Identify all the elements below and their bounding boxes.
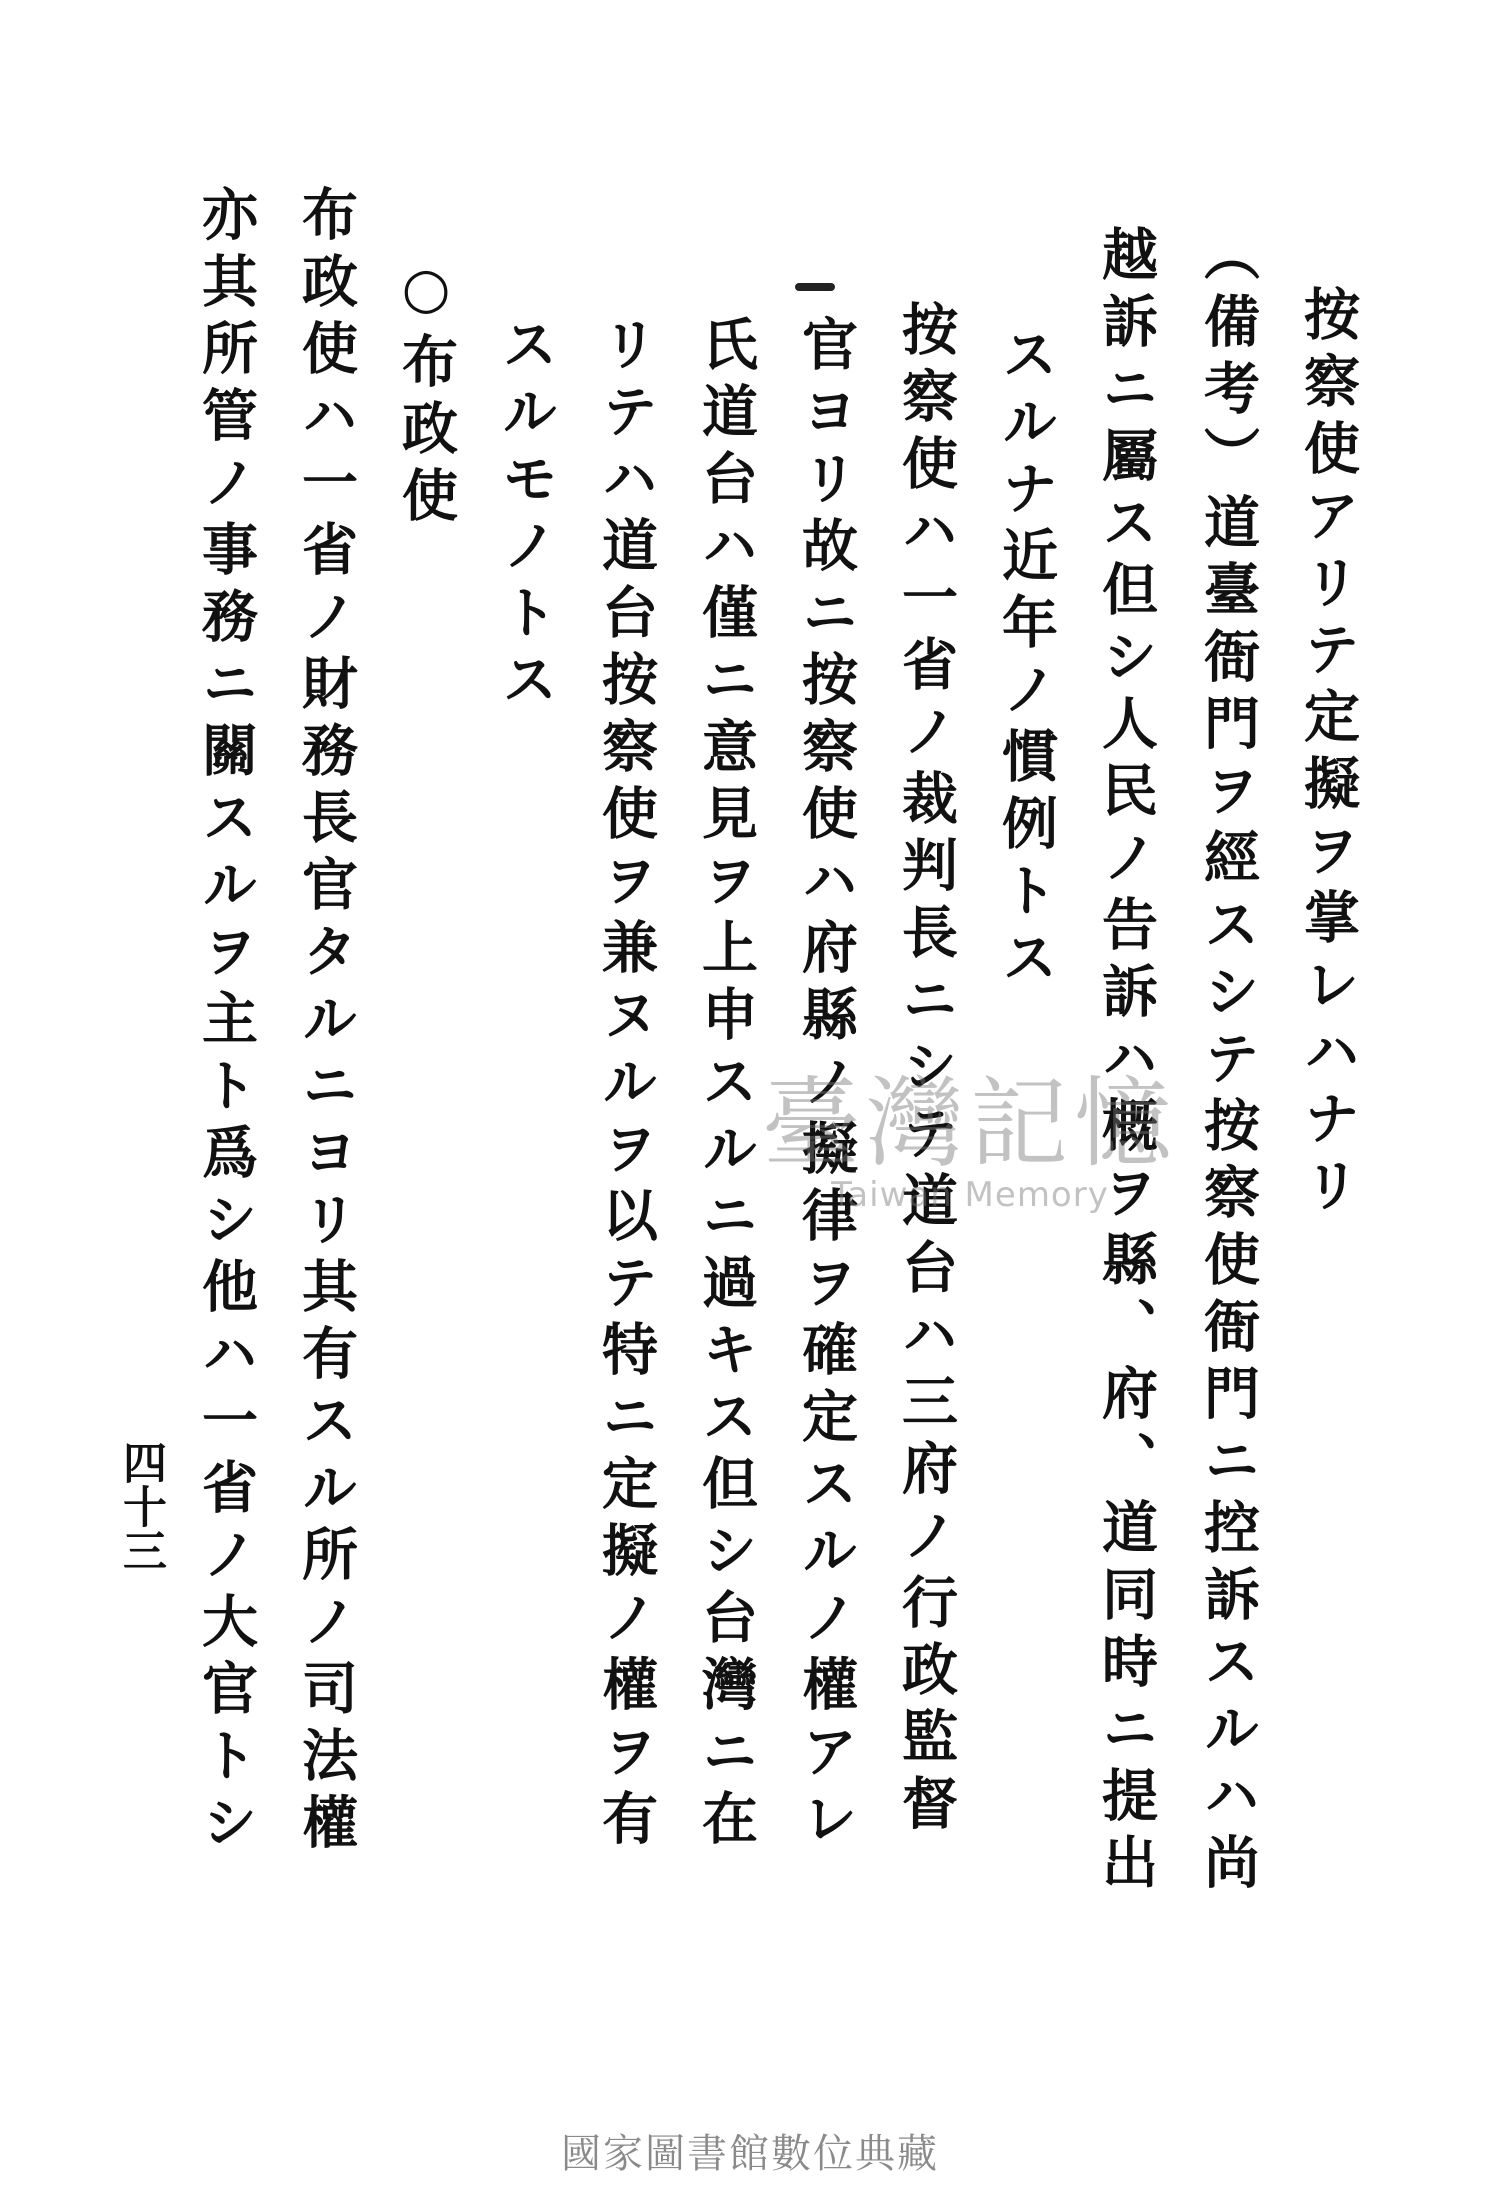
text-column-2: （備考）道臺衙門ヲ經スシテ按察使衙門ニ控訴スルハ尚 <box>1195 225 1261 1900</box>
page-number: 四十三 <box>115 1440 166 1572</box>
section-heading: ○布政使 <box>393 255 459 533</box>
text-column-4: スルナ近年ノ慣例トス <box>993 325 1059 995</box>
text-column-9: スルモノトス <box>493 315 559 717</box>
text-column-5: 按察使ハ一省ノ裁判長ニシテ道台ハ三府ノ行政監督 <box>893 300 959 1841</box>
text-column-1: 按察使アリテ定擬ヲ掌レハナリ <box>1295 285 1361 1223</box>
watermark-english: Taiwan Memory <box>831 1175 1109 1215</box>
dash-mark <box>795 283 835 291</box>
text-column-3: 越訴ニ屬ス但シ人民ノ告訴ハ概ヲ縣、府、道同時ニ提出 <box>1093 225 1159 1900</box>
text-column-8: リテハ道台按察使ヲ兼ヌルヲ以テ特ニ定擬ノ權ヲ有 <box>593 315 659 1856</box>
footer-credit: 國家圖書館數位典藏 <box>561 2131 939 2177</box>
text-column-12: 亦其所管ノ事務ニ關スルヲ主ト爲シ他ハ一省ノ大官トシ <box>193 185 259 1860</box>
text-column-6: 官ヨリ故ニ按察使ハ府縣ノ擬律ヲ確定スルノ權アレ <box>793 315 859 1856</box>
text-column-7: 氏道台ハ僅ニ意見ヲ上申スルニ過キス但シ台灣ニ在 <box>693 315 759 1856</box>
watermark-chinese: 臺灣記憶 <box>761 1067 1178 1181</box>
text-column-11: 布政使ハ一省ノ財務長官タルニヨリ其有スル所ノ司法權 <box>293 185 359 1860</box>
